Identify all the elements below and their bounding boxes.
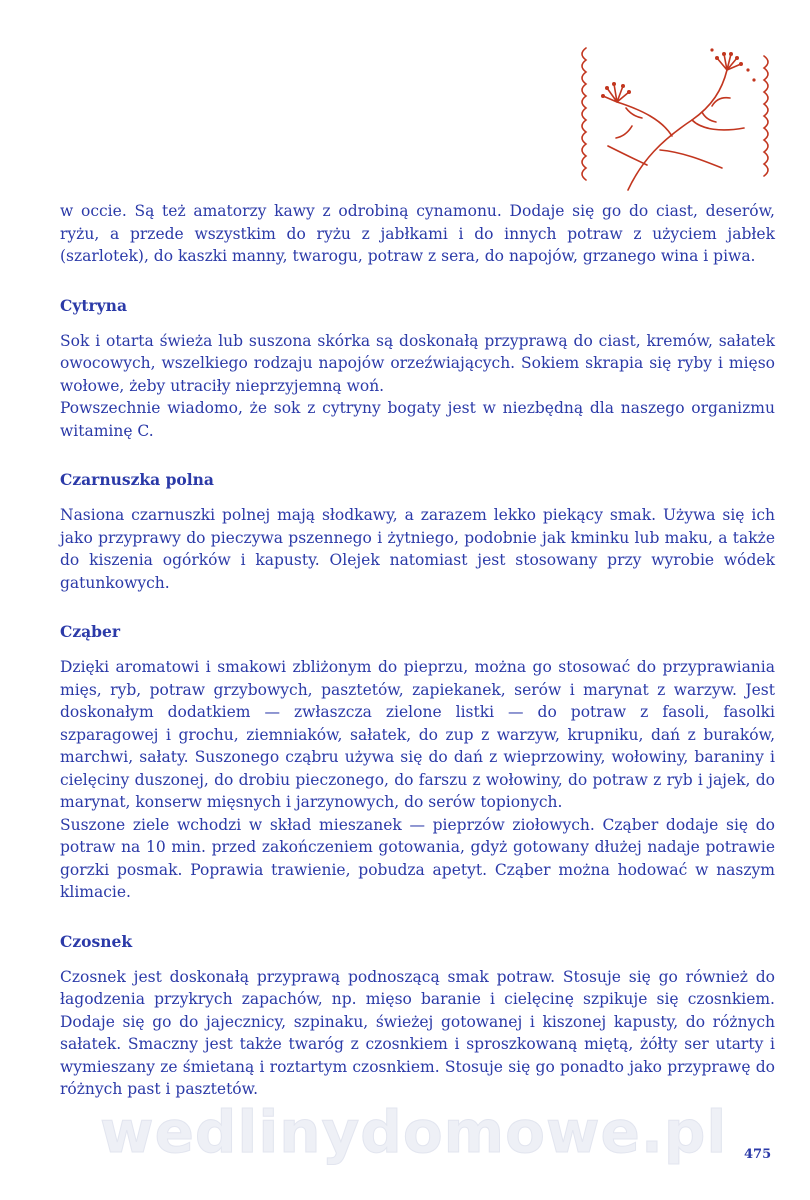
section-body [60,504,775,594]
intro-paragraph [60,200,775,268]
watermark: wedlinydomowe.pl [100,1098,728,1166]
section-body [60,330,775,443]
section-heading: Cytryna [60,295,127,315]
section-czosnek [60,932,775,1101]
page-content [60,200,775,1101]
section-paragraph: Nasiona czarnuszki polnej mają słodkawy, a zarazem lekko piekący smak. Używa się ich jako przyprawy do pieczywa pszennego i żytniego, podobnie jak kminku lub maku, a także do kiszenia ogórków i kapusty. Olejek natomiast jest stosowany przy wyrobie wódek gatunkowych. [60,506,775,592]
intro-text: w occie. Są też amatorzy kawy z odrobiną cynamonu. Dodaje się go do ciast, deserów, ryżu, a przede wszystkim do ryżu z jabłkami i do innych potraw z użyciem jabłek (szarlotek), do kaszki manny, twarogu, potraw z sera, do napojów, grzanego wina i piwa. [60,202,775,265]
section-heading: Cząber [60,622,121,641]
section-czarnuszka-polna [60,470,775,594]
section-paragraph: Sok i otarta świeża lub suszona skórka są doskonałą przyprawą do ciast, kremów, sałatek owocowych, wszelkiego rodzaju napojów orzeźwiających. Sokiem skrapia się ryby i mięso wołowe, żeby utraciły nieprzyjemną woń. [60,331,775,395]
section-body [60,656,775,904]
page-number: 475 [744,1147,772,1162]
section-paragraph: Powszechnie wiadomo, że sok z cytryny bogaty jest w niezbędną dla naszego organizmu witaminę C. [60,399,775,440]
section-paragraph: Suszone ziele wchodzi w skład mieszanek — pieprzów ziołowych. Cząber dodaje się do potraw na 10 min. przed zakończeniem gotowania, gdyż gotowany dłużej nadaje potrawie gorzki posmak. Poprawia trawienie, pobudza apetyt. Cząber można hodować w naszym klimacie. [60,815,775,901]
section-cytryna [60,296,775,443]
section-paragraph: Czosnek jest doskonałą przyprawą podnoszącą smak potraw. Stosuje się go również do łagodzenia przykrych zapachów, np. mięso baranie i cielęcinę szpikuje się czosnkiem. Dodaje się go do jajecznicy, szpinaku, świeżej gotowanej i kiszonej kapusty, do różnych sałatek. Smaczny jest także twaróg z czosnkiem i sproszkowaną miętą, żółty ser utarty i wymieszany ze śmietaną i roztartym czosnkiem. Stosuje się go ponadto jako przyprawę do różnych past i pasztetów. [60,967,775,1098]
section-body [60,966,775,1101]
section-heading: Czosnek [60,931,133,951]
section-heading: Czarnuszka polna [60,470,214,489]
section-czaber [60,622,775,904]
herb-ornament-illustration [572,40,778,192]
section-paragraph: Dzięki aromatowi i smakowi zbliżonym do pieprzu, można go stosować do przyprawiania mięs, ryb, potraw grzybowych, pasztetów, zapiekanek, serów i marynat z warzyw. Jest doskonałym dodatkiem — zwłaszcza zielone listki — do potraw z fasoli, fasolki szparagowej i grochu, ziemniaków, sałatek, do zup z warzyw, krupniku, dań z buraków, marchwi, sałaty. Suszonego cząbru używa się do dań z wieprzowiny, wołowiny, baraniny i cielęciny duszonej, do drobiu pieczonego, do farszu z wołowiny, do potraw z ryb i jajek, do marynat, konserw mięsnych i jarzynowych, do serów topionych. [60,658,775,811]
